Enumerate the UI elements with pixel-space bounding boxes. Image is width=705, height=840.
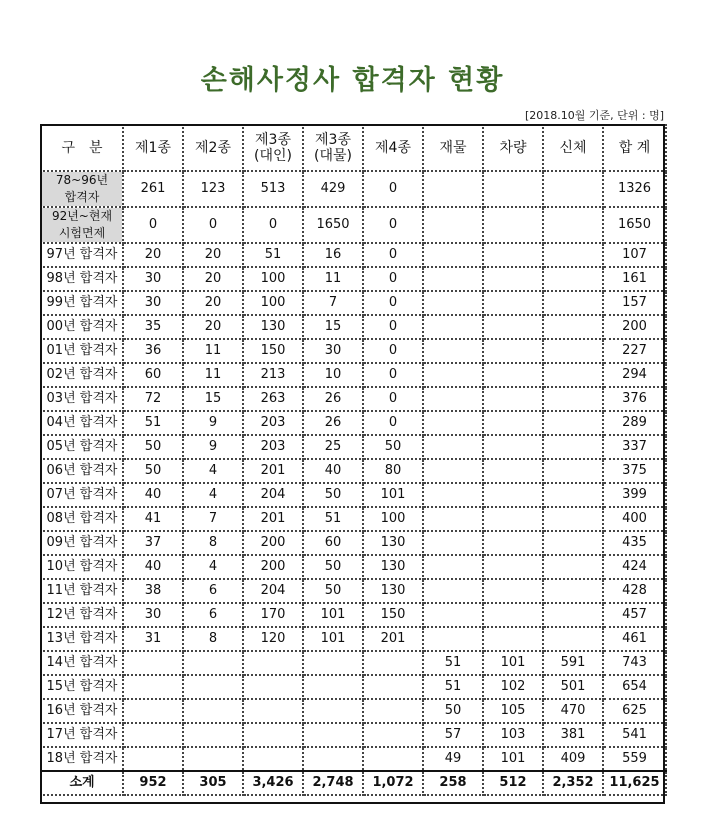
table-cell: 30	[123, 267, 183, 291]
total-label: 소계	[41, 771, 123, 795]
table-cell: 50	[363, 435, 423, 459]
table-cell: 0	[183, 207, 243, 243]
table-cell	[423, 411, 483, 435]
table-row	[41, 699, 666, 723]
row-total-cell: 435	[603, 531, 666, 555]
table-cell	[483, 603, 543, 627]
table-cell: 40	[123, 483, 183, 507]
table-cell	[483, 363, 543, 387]
row-total-cell: 376	[603, 387, 666, 411]
table-cell	[543, 387, 603, 411]
row-label: 99년 합격자	[41, 291, 123, 315]
table-cell: 20	[183, 315, 243, 339]
table-cell	[543, 207, 603, 243]
header-category: 구 분	[41, 125, 123, 171]
table-cell: 30	[123, 603, 183, 627]
table-cell	[543, 459, 603, 483]
table-cell	[543, 531, 603, 555]
table-cell: 200	[243, 555, 303, 579]
table-cell: 60	[303, 531, 363, 555]
table-cell: 50	[303, 483, 363, 507]
table-cell: 6	[183, 579, 243, 603]
table-cell: 261	[123, 171, 183, 207]
row-total-cell: 227	[603, 339, 666, 363]
header-class3-person: 제3종 (대인)	[243, 125, 303, 171]
row-total-cell: 400	[603, 507, 666, 531]
table-body	[41, 171, 666, 795]
header-class4: 제4종	[363, 125, 423, 171]
table-cell	[183, 699, 243, 723]
table-cell	[243, 651, 303, 675]
table-cell: 4	[183, 483, 243, 507]
row-label: 14년 합격자	[41, 651, 123, 675]
row-total-cell: 743	[603, 651, 666, 675]
table-cell	[423, 315, 483, 339]
table-cell	[543, 483, 603, 507]
table-cell	[483, 507, 543, 531]
table-cell: 100	[363, 507, 423, 531]
table-cell: 0	[123, 207, 183, 243]
table-cell: 8	[183, 627, 243, 651]
table-cell: 0	[363, 243, 423, 267]
table-cell: 49	[423, 747, 483, 771]
table-cell: 101	[303, 603, 363, 627]
table-cell	[543, 603, 603, 627]
row-label: 15년 합격자	[41, 675, 123, 699]
row-label: 00년 합격자	[41, 315, 123, 339]
table-cell	[543, 171, 603, 207]
table-cell: 103	[483, 723, 543, 747]
table-cell: 11	[303, 267, 363, 291]
table-row	[41, 411, 666, 435]
table-cell: 8	[183, 531, 243, 555]
table-cell	[543, 315, 603, 339]
table-cell: 15	[183, 387, 243, 411]
header-total: 합 계	[603, 125, 666, 171]
table-cell: 16	[303, 243, 363, 267]
table-cell: 1650	[303, 207, 363, 243]
table-cell: 51	[423, 651, 483, 675]
table-cell: 15	[303, 315, 363, 339]
page-title: 손해사정사 합격자 현황	[200, 65, 505, 96]
header-vehicle: 차량	[483, 125, 543, 171]
table-cell: 0	[363, 339, 423, 363]
table-cell: 150	[243, 339, 303, 363]
table-cell: 26	[303, 411, 363, 435]
table-cell	[423, 603, 483, 627]
table-cell	[543, 267, 603, 291]
table-cell	[543, 627, 603, 651]
table-cell: 60	[123, 363, 183, 387]
table-cell: 201	[243, 507, 303, 531]
header-class3-property: 제3종 (대물)	[303, 125, 363, 171]
table-cell: 0	[363, 363, 423, 387]
table-cell	[483, 171, 543, 207]
table-cell	[183, 651, 243, 675]
table-cell	[363, 723, 423, 747]
table-cell	[483, 483, 543, 507]
table-cell	[183, 675, 243, 699]
table-cell: 213	[243, 363, 303, 387]
row-label: 18년 합격자	[41, 747, 123, 771]
table-row	[41, 291, 666, 315]
table-cell	[483, 411, 543, 435]
table-cell: 0	[363, 387, 423, 411]
row-total-cell: 375	[603, 459, 666, 483]
table-cell: 30	[123, 291, 183, 315]
row-total-cell: 200	[603, 315, 666, 339]
row-label: 10년 합격자	[41, 555, 123, 579]
table-row	[41, 579, 666, 603]
row-total-cell: 107	[603, 243, 666, 267]
row-label: 07년 합격자	[41, 483, 123, 507]
table-cell	[123, 651, 183, 675]
header-property: 재물	[423, 125, 483, 171]
table-row	[41, 483, 666, 507]
table-row	[41, 603, 666, 627]
table-cell: 37	[123, 531, 183, 555]
row-total-cell: 424	[603, 555, 666, 579]
table-cell: 470	[543, 699, 603, 723]
row-label: 02년 합격자	[41, 363, 123, 387]
row-label: 97년 합격자	[41, 243, 123, 267]
table-row	[41, 531, 666, 555]
total-cell: 1,072	[363, 771, 423, 795]
table-cell	[483, 339, 543, 363]
table-cell	[423, 207, 483, 243]
table-cell: 501	[543, 675, 603, 699]
table-cell: 11	[183, 339, 243, 363]
header-class2: 제2종	[183, 125, 243, 171]
table-cell	[543, 435, 603, 459]
table-cell: 50	[303, 555, 363, 579]
row-total-cell: 1326	[603, 171, 666, 207]
table-cell	[423, 579, 483, 603]
row-label: 78~96년 합격자	[41, 171, 123, 207]
table-cell: 204	[243, 579, 303, 603]
table-cell: 204	[243, 483, 303, 507]
table-cell	[183, 723, 243, 747]
table-cell: 35	[123, 315, 183, 339]
table-cell	[483, 267, 543, 291]
row-total-cell: 399	[603, 483, 666, 507]
total-cell: 952	[123, 771, 183, 795]
total-cell: 305	[183, 771, 243, 795]
table-cell	[543, 411, 603, 435]
table-cell	[363, 747, 423, 771]
table-cell: 0	[363, 267, 423, 291]
table-cell	[123, 675, 183, 699]
table-cell: 200	[243, 531, 303, 555]
table-cell: 203	[243, 411, 303, 435]
table-row	[41, 651, 666, 675]
table-cell	[423, 387, 483, 411]
table-cell: 123	[183, 171, 243, 207]
table-cell	[423, 267, 483, 291]
row-label: 01년 합격자	[41, 339, 123, 363]
table-row	[41, 747, 666, 771]
table-cell	[483, 459, 543, 483]
table-cell: 30	[303, 339, 363, 363]
table-cell: 38	[123, 579, 183, 603]
table-cell: 120	[243, 627, 303, 651]
total-cell: 2,352	[543, 771, 603, 795]
table-row	[41, 363, 666, 387]
table-cell: 105	[483, 699, 543, 723]
table-cell	[423, 627, 483, 651]
total-cell: 2,748	[303, 771, 363, 795]
table-cell: 51	[243, 243, 303, 267]
table-row	[41, 675, 666, 699]
table-cell: 170	[243, 603, 303, 627]
row-total-cell: 541	[603, 723, 666, 747]
table-cell: 513	[243, 171, 303, 207]
table-cell: 51	[423, 675, 483, 699]
table-cell: 4	[183, 459, 243, 483]
total-cell: 258	[423, 771, 483, 795]
table-cell	[423, 363, 483, 387]
table-row	[41, 171, 666, 207]
unit-note: [2018.10월 기준, 단위 : 명]	[524, 109, 664, 122]
row-label: 12년 합격자	[41, 603, 123, 627]
table-cell: 0	[363, 291, 423, 315]
row-label: 03년 합격자	[41, 387, 123, 411]
table-cell	[363, 675, 423, 699]
table-cell: 26	[303, 387, 363, 411]
table-cell	[303, 723, 363, 747]
table-cell: 72	[123, 387, 183, 411]
table-cell	[303, 675, 363, 699]
table-cell: 6	[183, 603, 243, 627]
table-cell	[423, 243, 483, 267]
row-label: 13년 합격자	[41, 627, 123, 651]
grand-total-cell: 11,625	[603, 771, 666, 795]
table-row	[41, 339, 666, 363]
table-cell: 9	[183, 435, 243, 459]
table-cell	[423, 507, 483, 531]
table-cell	[303, 651, 363, 675]
table-cell	[483, 531, 543, 555]
table-row	[41, 723, 666, 747]
table-cell: 150	[363, 603, 423, 627]
table-cell: 9	[183, 411, 243, 435]
table-cell	[483, 627, 543, 651]
row-total-cell: 625	[603, 699, 666, 723]
table-cell: 57	[423, 723, 483, 747]
row-label: 92년~현재 시험면제	[41, 207, 123, 243]
table-cell	[483, 435, 543, 459]
row-total-cell: 559	[603, 747, 666, 771]
table-cell: 100	[243, 267, 303, 291]
row-label: 17년 합격자	[41, 723, 123, 747]
table-cell	[543, 579, 603, 603]
table-cell	[423, 339, 483, 363]
table-cell: 10	[303, 363, 363, 387]
table-cell: 101	[303, 627, 363, 651]
table-cell: 101	[483, 651, 543, 675]
table-row	[41, 507, 666, 531]
table-cell: 20	[183, 267, 243, 291]
table-cell	[363, 699, 423, 723]
header-row	[41, 125, 666, 171]
table-cell: 201	[363, 627, 423, 651]
table-cell: 100	[243, 291, 303, 315]
table-cell: 41	[123, 507, 183, 531]
table-cell: 25	[303, 435, 363, 459]
table-cell: 31	[123, 627, 183, 651]
table-cell: 80	[363, 459, 423, 483]
table-cell	[423, 531, 483, 555]
table-cell: 101	[483, 747, 543, 771]
row-total-cell: 457	[603, 603, 666, 627]
total-cell: 512	[483, 771, 543, 795]
row-label: 04년 합격자	[41, 411, 123, 435]
table-cell: 51	[123, 411, 183, 435]
table-row	[41, 207, 666, 243]
table-cell	[543, 363, 603, 387]
header-body: 신체	[543, 125, 603, 171]
table-cell: 20	[183, 291, 243, 315]
table-cell: 50	[123, 435, 183, 459]
table-cell	[303, 747, 363, 771]
table-cell	[123, 723, 183, 747]
table-row	[41, 243, 666, 267]
table-row	[41, 267, 666, 291]
header-class1: 제1종	[123, 125, 183, 171]
table-cell: 51	[303, 507, 363, 531]
table-cell: 20	[123, 243, 183, 267]
row-label: 08년 합격자	[41, 507, 123, 531]
table-cell: 7	[303, 291, 363, 315]
table-cell	[543, 555, 603, 579]
row-total-cell: 337	[603, 435, 666, 459]
table-cell	[423, 171, 483, 207]
row-total-cell: 1650	[603, 207, 666, 243]
row-label: 16년 합격자	[41, 699, 123, 723]
table-row	[41, 627, 666, 651]
table-cell	[483, 243, 543, 267]
table-cell: 591	[543, 651, 603, 675]
table-cell: 130	[243, 315, 303, 339]
table-cell: 40	[123, 555, 183, 579]
row-total-cell: 428	[603, 579, 666, 603]
table-cell	[543, 243, 603, 267]
table-cell	[483, 555, 543, 579]
row-total-cell: 654	[603, 675, 666, 699]
row-label: 05년 합격자	[41, 435, 123, 459]
table-cell: 11	[183, 363, 243, 387]
table-cell: 101	[363, 483, 423, 507]
table-cell: 0	[363, 411, 423, 435]
table-cell: 36	[123, 339, 183, 363]
table-cell	[483, 207, 543, 243]
table-cell: 0	[363, 207, 423, 243]
total-row	[41, 771, 666, 795]
table-row	[41, 555, 666, 579]
table-cell	[183, 747, 243, 771]
table-cell	[423, 291, 483, 315]
table-cell	[123, 699, 183, 723]
row-label: 98년 합격자	[41, 267, 123, 291]
table-cell: 50	[123, 459, 183, 483]
table-cell	[423, 435, 483, 459]
table-cell: 263	[243, 387, 303, 411]
table-cell: 381	[543, 723, 603, 747]
table-cell	[543, 291, 603, 315]
table-cell	[243, 723, 303, 747]
row-total-cell: 461	[603, 627, 666, 651]
row-label: 06년 합격자	[41, 459, 123, 483]
table-cell: 40	[303, 459, 363, 483]
row-total-cell: 161	[603, 267, 666, 291]
table-cell: 203	[243, 435, 303, 459]
table-cell	[243, 699, 303, 723]
table-cell: 4	[183, 555, 243, 579]
table-cell: 7	[183, 507, 243, 531]
table-cell: 20	[183, 243, 243, 267]
table-cell	[423, 555, 483, 579]
total-cell: 3,426	[243, 771, 303, 795]
table-cell	[483, 579, 543, 603]
passers-table	[40, 124, 667, 796]
table-cell	[423, 483, 483, 507]
table-cell	[363, 651, 423, 675]
table-cell	[483, 387, 543, 411]
table-row	[41, 315, 666, 339]
table-cell	[303, 699, 363, 723]
table-cell: 50	[423, 699, 483, 723]
table-cell: 0	[243, 207, 303, 243]
table-cell: 102	[483, 675, 543, 699]
row-label: 11년 합격자	[41, 579, 123, 603]
table-cell	[243, 747, 303, 771]
table-cell: 130	[363, 531, 423, 555]
table-cell: 130	[363, 555, 423, 579]
table-row	[41, 387, 666, 411]
row-total-cell: 289	[603, 411, 666, 435]
table-cell: 429	[303, 171, 363, 207]
row-total-cell: 294	[603, 363, 666, 387]
table-cell: 0	[363, 315, 423, 339]
table-cell	[243, 675, 303, 699]
table-row	[41, 435, 666, 459]
table-cell	[123, 747, 183, 771]
row-label: 09년 합격자	[41, 531, 123, 555]
table-cell	[543, 339, 603, 363]
table-cell	[543, 507, 603, 531]
table-cell: 130	[363, 579, 423, 603]
row-total-cell: 157	[603, 291, 666, 315]
table-row	[41, 459, 666, 483]
table-cell: 0	[363, 171, 423, 207]
table-cell	[423, 459, 483, 483]
table-cell	[483, 315, 543, 339]
table-cell: 409	[543, 747, 603, 771]
table-cell: 201	[243, 459, 303, 483]
table-cell	[483, 291, 543, 315]
table-cell: 50	[303, 579, 363, 603]
